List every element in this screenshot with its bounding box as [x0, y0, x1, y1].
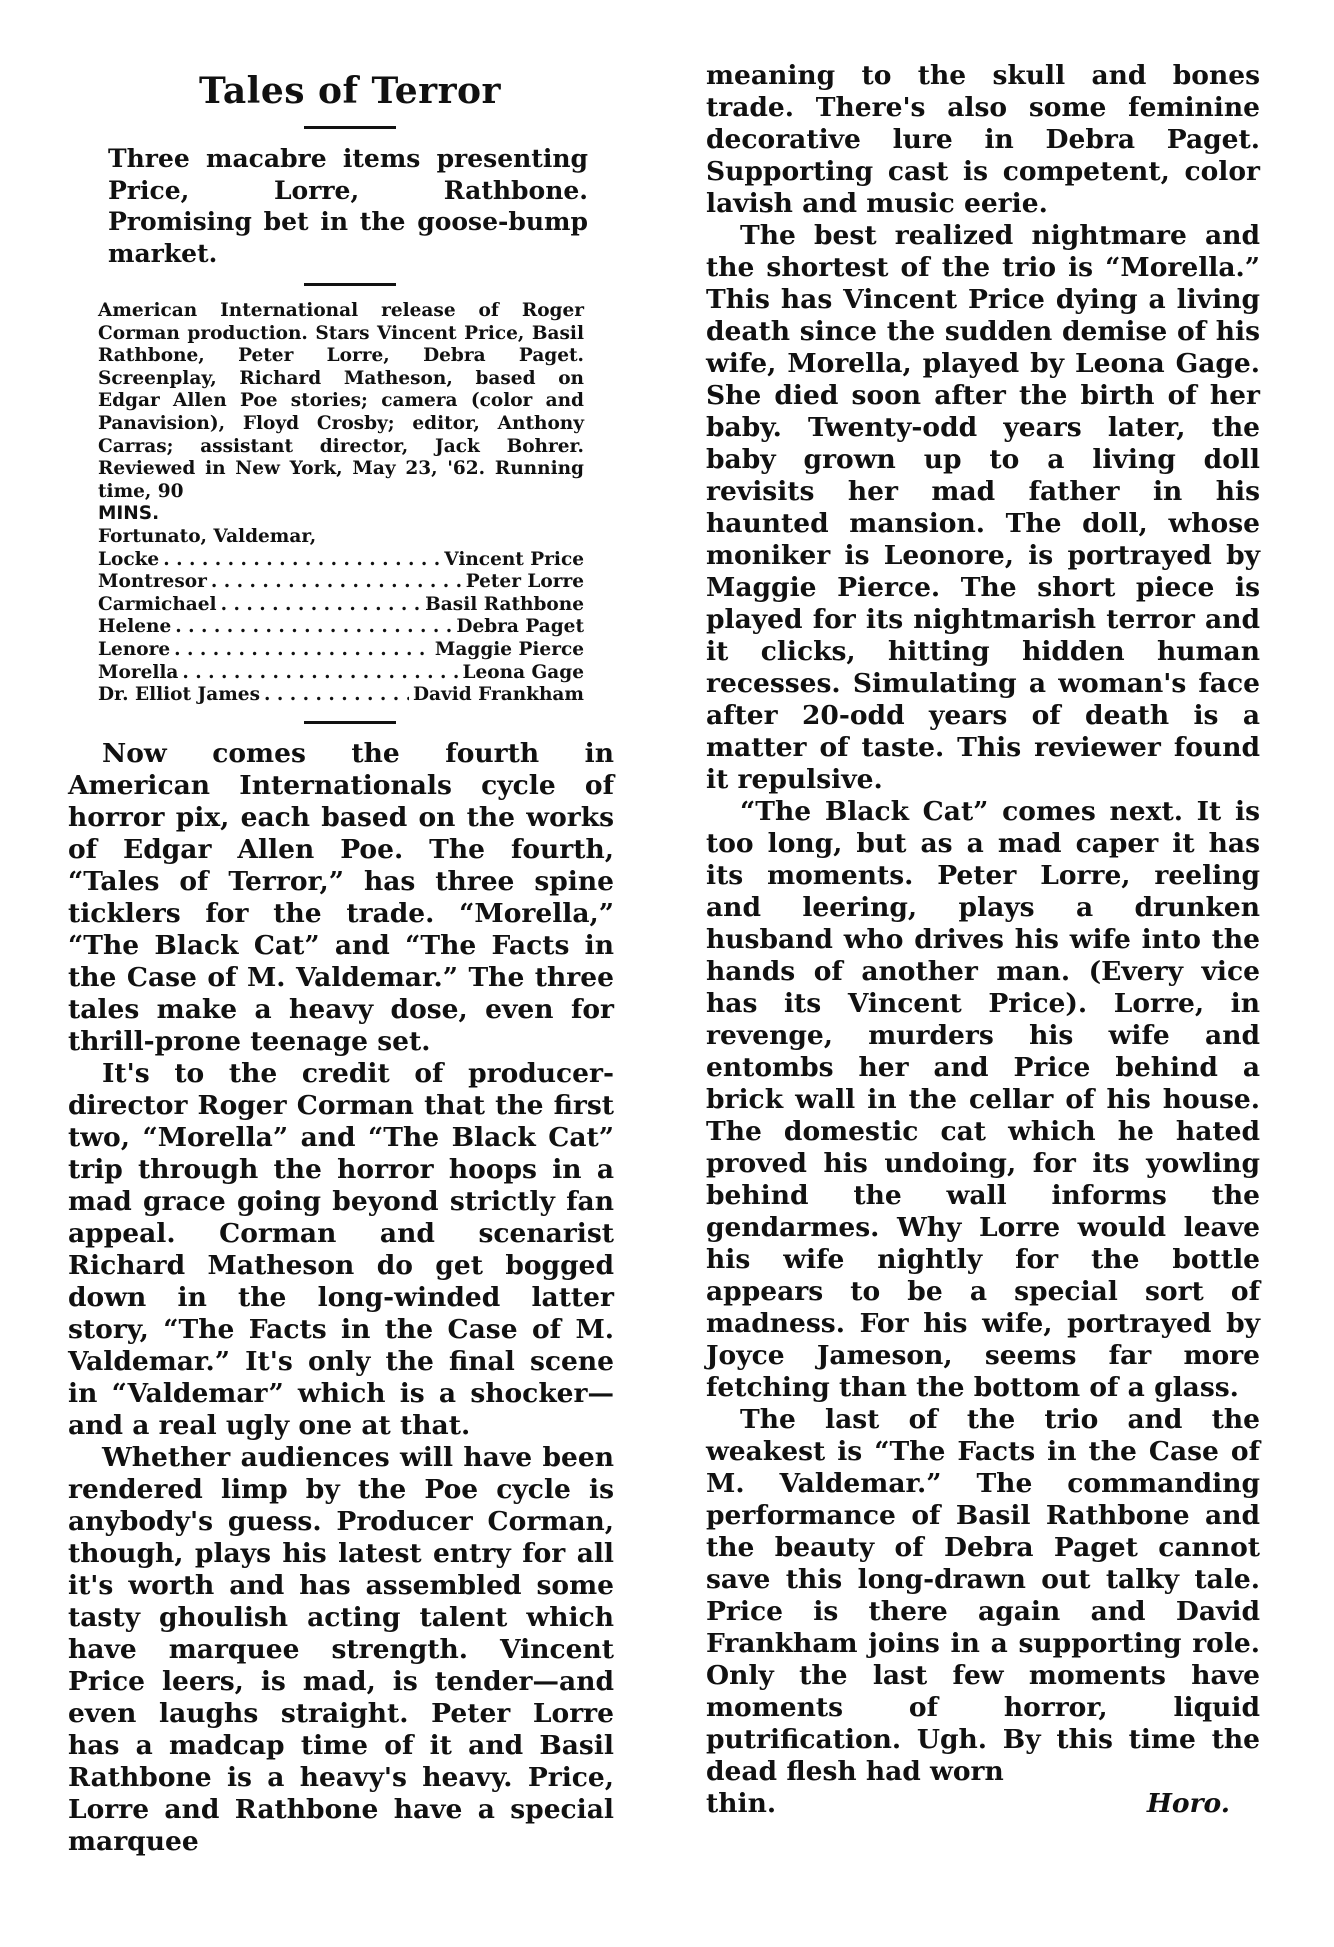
cast-row: [98, 639, 584, 662]
cast-row: [98, 662, 584, 685]
cast-row: [98, 594, 584, 617]
cast-row: [98, 549, 584, 572]
cast-role: Montresor: [98, 571, 207, 593]
cast-role: Locke: [98, 548, 160, 570]
cast-row: [98, 684, 584, 707]
cast-role: Helene: [98, 616, 172, 638]
running-time-unit: MINS.: [98, 503, 160, 525]
body-paragraph: meaning to the skull and bones trade. There's also some feminine decorative lure in Debra Paget. Supporting cast is competent, color lavish and music eerie.: [706, 60, 1260, 219]
cast-rule: [304, 721, 396, 724]
title-rule: [304, 126, 396, 129]
body-left: [68, 738, 614, 1858]
cast-list: [98, 526, 584, 707]
cast-role: Carmichael: [98, 593, 217, 615]
summary-rule: [304, 283, 396, 286]
credits-text: American International release of Roger Corman production. Stars Vincent Price, Basil Rathbone, Peter Lorre, Debra Paget. Screenplay, Richard Matheson, based on Edgar Allen Poe stories; camera (color and Panavision), Floyd Crosby; editor, Anthony Carras; assistant director, Jack Bohrer. Reviewed in New York, May 23, '62. Running time, 90: [98, 300, 584, 502]
cast-role: Lenore: [98, 638, 171, 660]
cast-row: [98, 571, 584, 594]
cast-actor: Vincent Price: [444, 548, 584, 570]
closing-line: [706, 1788, 1260, 1820]
last-word: thin.: [706, 1788, 777, 1819]
cast-header: Fortunato, Valdemar,: [98, 525, 317, 547]
body-paragraph: The last of the trio and the weakest is “The Facts in the Case of M. Valdemar.” The commanding performance of Basil Rathbone and the beauty of Debra Paget cannot save this long-drawn out talky tale. Price is there again and David Frankham joins in a supporting role. Only the last few moments have moments of horror, liquid putrification. Ugh. By this time the dead flesh had worn: [706, 1404, 1260, 1787]
left-column: [68, 60, 614, 1858]
cast-actor: Maggie Pierce: [434, 638, 584, 660]
credits-block: [98, 300, 584, 526]
cast-actor: Debra Paget: [456, 616, 584, 638]
right-column: [706, 60, 1260, 1820]
body-paragraph: It's to the credit of producer-director Roger Corman that the first two, “Morella” and “The Black Cat” trip through the horror hoops in a mad grace going beyond strictly fan appeal. Corman and scenarist Richard Matheson do get bogged down in the long-winded latter story, “The Facts in the Case of M. Valdemar.” It's only the final scene in “Valdemar” which is a shocker—and a real ugly one at that.: [68, 1057, 614, 1441]
cast-row: [98, 616, 584, 639]
reviewer-signature: Horo.: [1146, 1788, 1230, 1819]
cast-actor: David Frankham: [412, 684, 584, 706]
body-paragraph: Whether audiences will have been rendered limp by the Poe cycle is anybody's guess. Producer Corman, though, plays his latest entry for all it's worth and has assembled some tasty ghoulish acting talent which have marquee strength. Vincent Price leers, is mad, is tender—and even laughs straight. Peter Lorre has a madcap time of it and Basil Rathbone is a heavy's heavy. Price, Lorre and Rathbone have a special marquee: [68, 1441, 614, 1857]
cast-actor: Basil Rathbone: [425, 593, 584, 615]
body-paragraph: Now comes the fourth in American Internationals cycle of horror pix, each based on the works of Edgar Allen Poe. The fourth, “Tales of Terror,” has three spine ticklers for the trade. “Morella,” “The Black Cat” and “The Facts in the Case of M. Valdemar.” The three tales make a heavy dose, even for thrill-prone teenage set.: [68, 737, 614, 1057]
review-title: Tales of Terror: [198, 70, 502, 112]
review-summary: Three macabre items presenting Price, Lorre, Rathbone. Promising bet in the goose-bump market.: [108, 144, 588, 268]
cast-actor: Peter Lorre: [465, 571, 584, 593]
cast-role: Morella: [98, 661, 179, 683]
body-paragraph: The best realized nightmare and the shortest of the trio is “Morella.” This has Vincent Price dying a living death since the sudden demise of his wife, Morella, played by Leona Gage. She died soon after the birth of her baby. Twenty-odd years later, the baby grown up to a living doll revisits her mad father in his haunted mansion. The doll, whose moniker is Leonore, is portrayed by Maggie Pierce. The short piece is played for its nightmarish terror and it clicks, hitting hidden human recesses. Simulating a woman's face after 20-odd years of death is a matter of taste. This reviewer found it repulsive.: [706, 220, 1260, 795]
body-paragraph: “The Black Cat” comes next. It is too long, but as a mad caper it has its moments. Peter Lorre, reeling and leering, plays a drunken husband who drives his wife into the hands of another man. (Every vice has its Vincent Price). Lorre, in revenge, murders his wife and entombs her and Price behind a brick wall in the cellar of his house. The domestic cat which he hated proved his undoing, for its yowling behind the wall informs the gendarmes. Why Lorre would leave his wife nightly for the bottle appears to be a special sort of madness. For his wife, portrayed by Joyce Jameson, seems far more fetching than the bottom of a glass.: [706, 796, 1260, 1403]
cast-actor: Leona Gage: [462, 661, 584, 683]
cast-role: Dr. Elliot James: [98, 684, 260, 706]
body-right: [706, 60, 1260, 1820]
